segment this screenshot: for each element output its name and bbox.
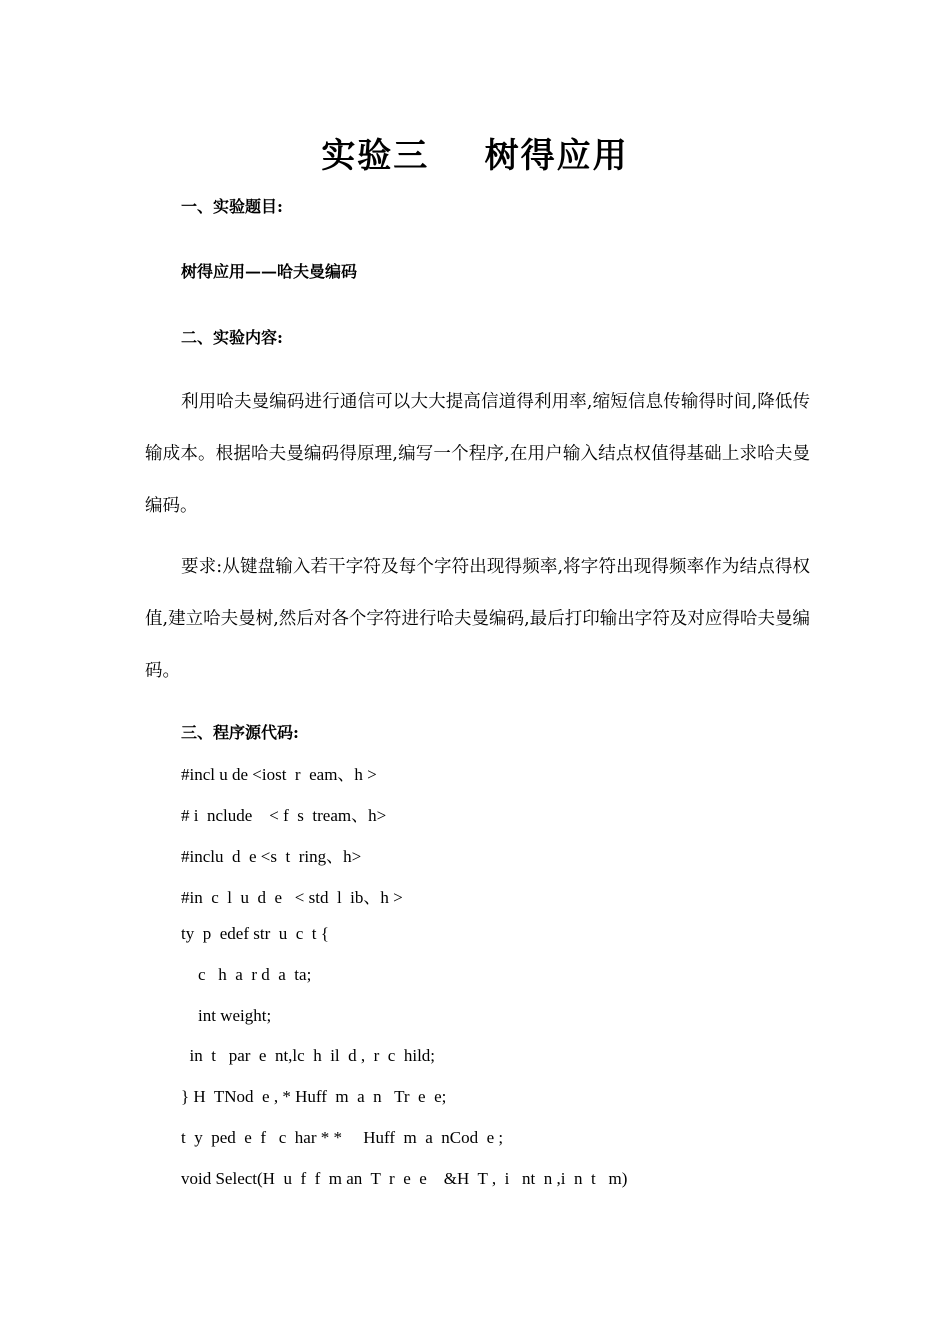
code-line: t y ped e f c har * * Huff m a nCod e ; (181, 1128, 504, 1147)
code-line: in t par e nt,lc h il d , r c hild; (181, 1046, 436, 1065)
code-line: } H TNod e , * Huff m a n Tr e e; (181, 1087, 447, 1106)
content-paragraph-intro: 利用哈夫曼编码进行通信可以大大提高信道得利用率,缩短信息传输得时间,降低传输成本。根据哈夫曼编码得原理,编写一个程序,在用户输入结点权值得基础上求哈夫曼编码。 (145, 392, 810, 516)
code-line: #in c l u d e < std l ib、h > (181, 888, 403, 907)
code-line: c h a r d a ta; (181, 965, 312, 984)
experiment-topic-text: 树得应用——哈夫曼编码 (181, 262, 358, 281)
code-line: #inclu d e <s t ring、h> (181, 847, 362, 866)
code-line: ty p edef str u c t { (181, 924, 329, 943)
section-heading-experiment-topic: 一、实验题目: (181, 197, 283, 216)
content-paragraph-requirements: 要求:从键盘输入若干字符及每个字符出现得频率,将字符出现得频率作为结点得权值,建立哈夫曼树,然后对各个字符进行哈夫曼编码,最后打印输出字符及对应得哈夫曼编码。 (145, 557, 810, 681)
section-heading-source-code: 三、程序源代码: (181, 723, 299, 742)
code-line: #incl u de <iost r eam、h > (181, 765, 377, 784)
page-title: 实验三 树得应用 (321, 136, 629, 176)
code-line: # i nclude < f s tream、h> (181, 806, 387, 825)
section-heading-experiment-content: 二、实验内容: (181, 328, 283, 347)
code-line: void Select(H u f f m an T r e e &H T , i nt n ,i n t m) (181, 1169, 628, 1188)
code-line: int weight; (181, 1006, 272, 1025)
